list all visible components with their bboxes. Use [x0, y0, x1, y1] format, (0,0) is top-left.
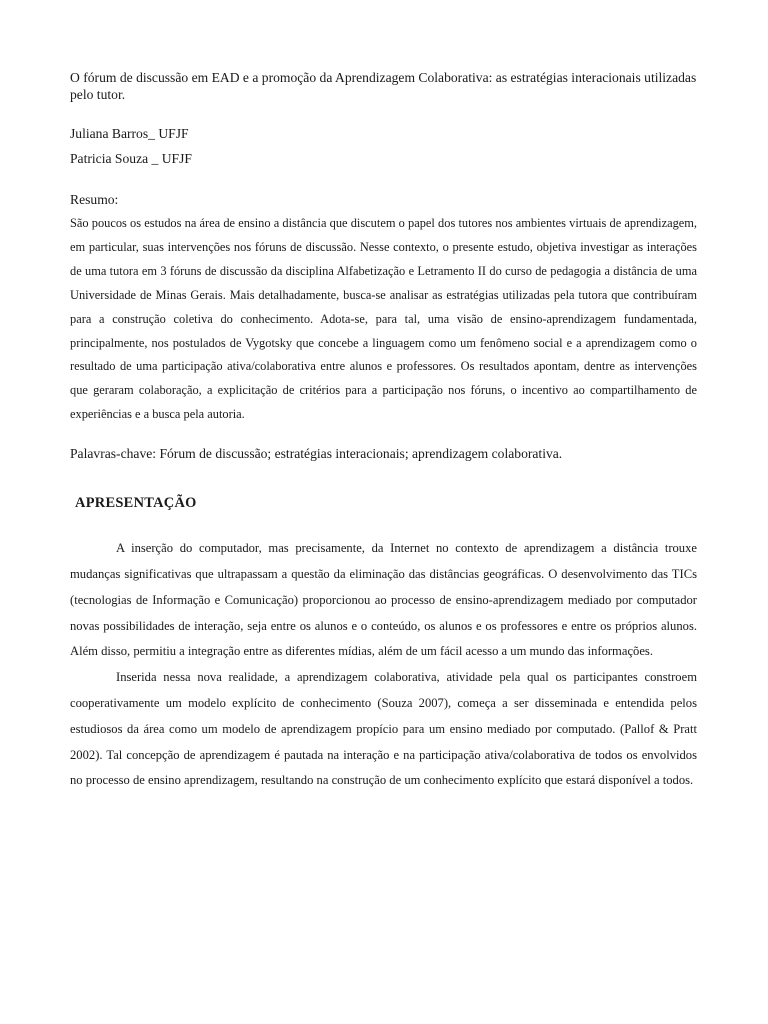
body-text [70, 536, 697, 794]
author-line: Juliana Barros_ UFJF [70, 126, 189, 141]
document-page [70, 69, 697, 794]
abstract-text: São poucos os estudos na área de ensino a distância que discutem o papel dos tutores nos ambientes virtuais de aprendizagem, em particular, suas intervenções nos fóruns de discussão. Nesse contexto, o presente estudo, objetiva investigar as interações de uma tutora em 3 fóruns de discussão da disciplina Alfabetização e Letramento II do curso de pedagogia a distância de uma Universidade de Minas Gerais. Mais detalhadamente, busca-se analisar as estratégias utilizadas pela tutora que contribuíram para a construção coletiva do conhecimento. Adota-se, para tal, uma visão de ensino-aprendizagem fundamentada, principalmente, nos postulados de Vygotsky que concebe a linguagem como um fenômeno social e a aprendizagem como o resultado de uma participação ativa/colaborativa entre alunos e professores. Os resultados apontam, dentre as intervenções que geraram colaboração, a explicitação de critérios para a participação nos fóruns, o incentivo ao compartilhamento de experiências e a busca pela autoria. [70, 216, 697, 422]
body-paragraph: A inserção do computador, mas precisamente, da Internet no contexto de aprendizagem a distância trouxe mudanças significativas que ultrapassam a questão da eliminação das distâncias geográficas. O desenvolvimento das TICs (tecnologias de Informação e Comunicação) proporcionou ao processo de ensino-aprendizagem mediado por computador novas possibilidades de interação, seja entre os alunos e o conteúdo, os alunos e os professores e entre os próprios alunos. Além disso, permitiu a integração entre as diferentes mídias, além de um fácil acesso a um mundo das informações. [70, 541, 697, 659]
author-line: Patricia Souza _ UFJF [70, 151, 192, 166]
body-paragraph: Inserida nessa nova realidade, a aprendizagem colaborativa, atividade pela qual os participantes constroem cooperativamente um modelo explícito de conhecimento (Souza 2007), começa a ser disseminada e entendida pelos estudiosos da área como um modelo de aprendizagem propício para um ensino mediado por computado. (Pallof & Pratt 2002). Tal concepção de aprendizagem é pautada na interação e na participação ativa/colaborativa de todos os envolvidos no processo de ensino aprendizagem, resultando na construção de um conhecimento explícito que estará disponível a todos. [70, 670, 697, 788]
document-title: O fórum de discussão em EAD e a promoção da Aprendizagem Colaborativa: as estratégias interacionais utilizadas pelo tutor. [70, 70, 697, 102]
section-heading: APRESENTAÇÃO [75, 495, 197, 512]
keywords-line: Palavras-chave: Fórum de discussão; estratégias interacionais; aprendizagem colaborativa. [70, 446, 563, 462]
author-list [70, 121, 697, 171]
abstract-label: Resumo: [70, 192, 119, 207]
